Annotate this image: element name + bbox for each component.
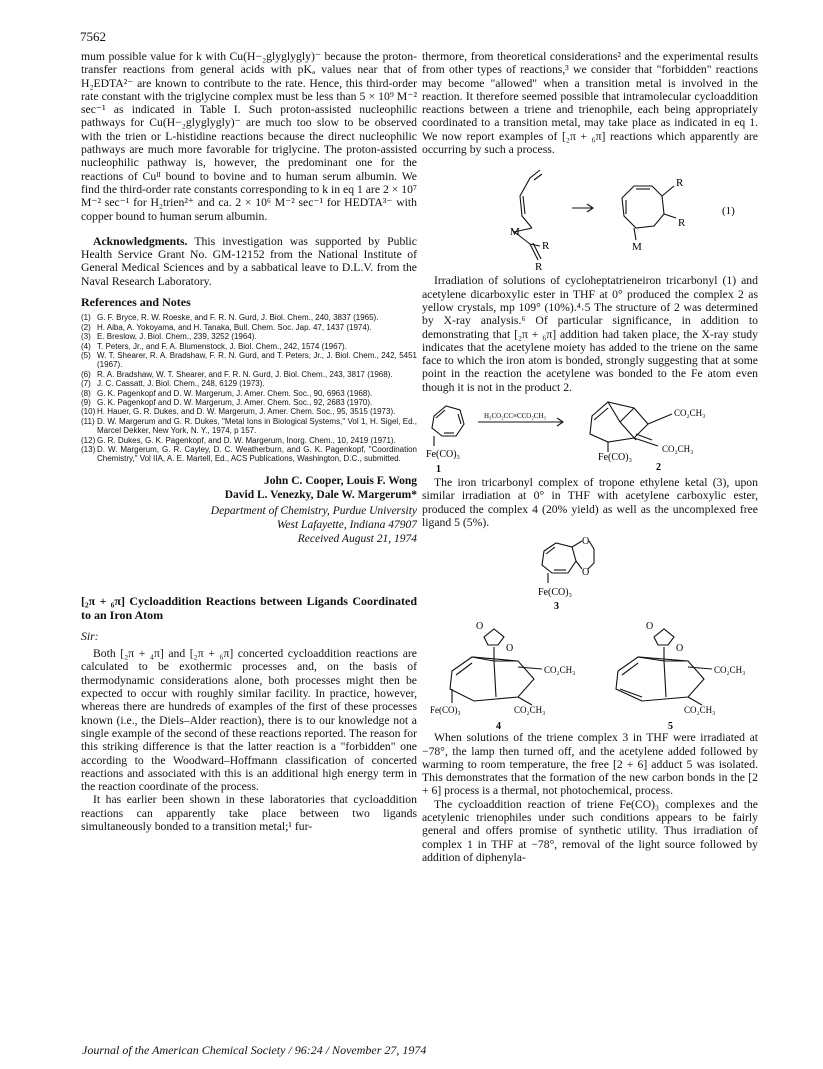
oxygen-label: O [676, 643, 684, 655]
reference-text: D. W. Margerum and G. R. Dukes, "Metal Ions in Biological Systems," Vol 1, H. Sigel, Ed., Marcel Dekker, New York, N. Y., 1974, p 157. [97, 416, 417, 436]
eq-label-r: R [678, 217, 686, 230]
paragraph: When solutions of the triene complex 3 in THF were irradiated at −78°, the lamp then turned off, and the acetylene added followed by warming to room temperature, the free [2 + 6] adduct 5 was isolated. This demonstrates that the formation of the new carbon bonds in the [2 + 6] process is a thermal, not photochemical, process. [422, 731, 758, 798]
oxygen-label: O [582, 567, 590, 579]
affiliation-line: Department of Chemistry, Purdue University [210, 504, 417, 517]
authors-line: John C. Cooper, Louis F. Wong [264, 474, 417, 487]
reference-text: H. Hauer, G. R. Dukes, and D. W. Margerum, J. Amer. Chem. Soc., 95, 3515 (1973). [97, 407, 396, 417]
reference-item [81, 445, 417, 464]
compound-number: 5 [668, 721, 673, 732]
reference-item [81, 398, 417, 407]
acknowledgments-label: Acknowledgments. [93, 234, 188, 248]
ester-label: CO₂CH₃ [514, 705, 546, 716]
reference-item [81, 370, 417, 379]
equation-1-scheme [422, 156, 758, 274]
acknowledgments-text: This investigation was supported by Public Health Service Grant No. GM-12152 from the National Institute of General Medical Sciences and by a sabbatical leave to D.L.V. from the Naval Research Laboratory. [81, 234, 417, 288]
ester-label: CO₂CH₃ [674, 408, 706, 419]
right-column [422, 50, 758, 864]
reference-text: G. R. Dukes, G. K. Pagenkopf, and D. W. Margerum, Inorg. Chem., 10, 2419 (1971). [97, 435, 396, 445]
reference-number: (10) [81, 407, 96, 417]
reference-item [81, 436, 417, 445]
reference-text: R. A. Bradshaw, W. T. Shearer, and F. R. N. Gurd, J. Biol. Chem., 243, 3817 (1968). [97, 369, 393, 379]
reference-item [81, 417, 417, 436]
authors-line: David L. Venezky, Dale W. Margerum* [224, 488, 417, 501]
oxygen-label: O [646, 621, 654, 633]
scheme-1 [422, 394, 758, 476]
reference-text: E. Breslow, J. Biol. Chem., 239, 3252 (1964). [97, 332, 257, 342]
oxygen-label: O [506, 643, 514, 655]
ester-label: CO₂CH₃ [684, 705, 716, 716]
scheme-2 [422, 529, 758, 609]
reference-number: (3) [81, 332, 91, 342]
fe-co3-label: Fe(CO)₃ [430, 705, 461, 716]
reference-number: (4) [81, 341, 91, 351]
reference-text: G. F. Bryce, R. W. Roeske, and F. R. N. Gurd, J. Biol. Chem., 240, 3837 (1965). [97, 313, 379, 323]
paragraph: The cycloaddition reaction of triene Fe(CO)₃ complexes and the acetylenic trienophiles under such conditions appears to be fairly general and offers promise of synthetic utility. Thus irradiation of complex 1 in THF at −78°, removal of the light source followed by addition of diphenyla- [422, 797, 758, 864]
scheme-2-drawing [422, 529, 758, 609]
journal-footer: Journal of the American Chemical Society / 96:24 / November 27, 1974 [82, 1043, 427, 1057]
paragraph: Both [₂π + ₄π] and [₂π + ₆π] concerted cycloaddition reactions are calculated to be exothermic processes and, on the basis of thermodynamic considerations alone, both processes might then be expected to occur with roughly similar facility. In practice, however, whereas there are hundreds of examples of the first of these processes known (i.e., the Diels–Alder reaction), there is to our knowledge not a single example of the second of these reactions reported. The reason for this striking difference is that the latter reaction is a "forbidden" one according to the Woodward–Hoffmann classification of concerted reactions and associated with this is an additional high energy term in the reaction coordinate of the process. [81, 647, 417, 794]
reference-number: (1) [81, 313, 91, 323]
compound-number: 3 [554, 601, 559, 610]
reference-item [81, 342, 417, 351]
fe-co3-label: Fe(CO)₃ [538, 587, 573, 599]
received-date: Received August 21, 1974 [297, 532, 417, 545]
reference-number: (9) [81, 398, 91, 407]
eq-label-r: R [542, 240, 550, 253]
eq-label-r: R [535, 261, 543, 274]
salutation: Sir: [81, 629, 99, 643]
ester-label: CO₂CH₃ [714, 665, 746, 676]
page-number: 7562 [80, 29, 106, 44]
affiliation [81, 504, 417, 546]
reference-item [81, 407, 417, 416]
equation-number: (1) [722, 205, 735, 218]
scheme-3 [422, 609, 758, 731]
reference-item [81, 313, 417, 322]
reference-number: (6) [81, 369, 91, 379]
reference-number: (2) [81, 322, 91, 332]
scheme-3-drawing [422, 609, 758, 731]
references-heading: References and Notes [81, 295, 191, 310]
eq-label-m: M [510, 226, 520, 239]
compound-number: 4 [496, 721, 501, 732]
article-title: [₂π + ₆π] Cycloaddition Reactions between Ligands Coordinated to an Iron Atom [81, 593, 417, 622]
paragraph: It has earlier been shown in these laboratories that cycloaddition reactions can apparently take place between two ligands simultaneously bonded to a transition metal;¹ fur- [81, 793, 417, 833]
paragraph: The iron tricarbonyl complex of tropone ethylene ketal (3), upon similar irradiation at 0° in THF with acetylene carboxylic ester, produced the complex 4 (20% yield) as well as the uncomplexed free ligand 5 (5%). [422, 476, 758, 529]
ester-label: CO₂CH₃ [662, 444, 694, 455]
oxygen-label: O [582, 536, 590, 548]
reagent-label: H₃CO₂CC≡CCO₂CH₃ [484, 412, 546, 421]
compound-number: 1 [436, 464, 441, 476]
reference-item [81, 389, 417, 398]
reference-item [81, 332, 417, 341]
eq-label-r: R [676, 177, 684, 190]
reference-text: H. Aiba, A. Yokoyama, and H. Tanaka, Bull. Chem. Soc. Jap. 47, 1437 (1974). [97, 322, 372, 332]
authors [81, 474, 417, 502]
reference-item [81, 351, 417, 370]
reference-text: J. C. Cassatt, J. Biol. Chem., 248, 6129 (1973). [97, 379, 265, 389]
reference-text: W. T. Shearer, R. A. Bradshaw, F. R. N. Gurd, and T. Peters, Jr., J. Biol. Chem., 242, 5451 (1967). [97, 350, 417, 370]
oxygen-label: O [476, 621, 484, 633]
reference-number: (12) [81, 435, 96, 445]
affiliation-line: West Lafayette, Indiana 47907 [276, 518, 417, 531]
reference-item [81, 379, 417, 388]
ester-label: CO₂CH₃ [544, 665, 576, 676]
reference-text: D. W. Margerum, G. R. Cayley, D. C. Weatherburn, and G. K. Pagenkopf, "Coordination Chemistry," Vol IIA, A. E. Martell, Ed., ACS Publications, Washington, D.C., submitted. [97, 445, 417, 464]
reference-number: (13) [81, 445, 96, 455]
paragraph: Irradiation of solutions of cycloheptatrieneiron tricarbonyl (1) and acetylene dicarboxylic ester in THF at 0° produced the complex 2 as yellow crystals, mp 109° (10%).⁴˒5 The structure of 2 was determined by X-ray analysis.⁶ Of particular significance, in addition to demonstrating that [₂π + ₆π] addition had taken place, the X-ray study indicates that the acetylene moiety has added to the triene on the same face to which the iron atom is bonded, strongly suggesting that at some point in the reaction the acetylene was bonded to the Fe atom even though it is not in the product 2. [422, 274, 758, 394]
reference-number: (5) [81, 350, 91, 360]
reference-number: (8) [81, 388, 91, 398]
left-column [81, 50, 417, 833]
reference-number: (11) [81, 416, 95, 426]
fe-co3-label: Fe(CO)₃ [598, 452, 633, 464]
reference-text: G. K. Pagenkopf and D. W. Margerum, J. Amer. Chem. Soc., 90, 6963 (1968). [97, 388, 373, 398]
equation-1 [422, 156, 758, 274]
scheme-1-drawing [422, 394, 758, 476]
paragraph: thermore, from theoretical considerations² and the experimental results from other types of reactions,³ we consider that "forbidden" reactions may become "allowed" when a transition metal is involved in the reaction. It therefore seemed possible that intramolecular cycloaddition reactions between a triene and trienophile, each being appropriately coordinated to a transition metal, may take place as indicated in eq 1. We now report examples of [₂π + ₆π] reactions which apparently are occurring by such a process. [422, 50, 758, 157]
acknowledgments [81, 235, 417, 288]
reference-number: (7) [81, 379, 91, 389]
reference-text: T. Peters, Jr., and F. A. Blumenstock, J. Biol. Chem., 242, 1574 (1967). [97, 341, 347, 351]
fe-co3-label: Fe(CO)₃ [426, 449, 461, 461]
compound-number: 2 [656, 462, 661, 474]
reference-item [81, 323, 417, 332]
references-list [81, 313, 417, 464]
paragraph: mum possible value for k with Cu(H−₂glyglygly)⁻ because the proton-transfer reactions from general acids with pKₐ values near that of H₂EDTA²⁻ are known to contribute to the rate. Hence, this third-order rate constant with the triglycine complex must be less than 5 × 10⁹ M⁻² sec⁻¹ as indicated in Table I. Such proton-assisted nucleophilic pathways for Cu(H−₂glyglygly)⁻ are much too slow to be observed with the trien or L-histidine reactions because the direct nucleophilic pathways are much more favorable for triglycine. The proton-assisted nucleophilic pathway is, however, the predominant one for the reactions of Cuᴵᴵ bound to bovine and to human serum albumin. We find the third-order rate constants corresponding to k in eq 1 are 2 × 10⁷ M⁻² sec⁻¹ for H₂trien²⁺ and ca. 2 × 10⁶ M⁻² sec⁻¹ for HEDTA³⁻ with copper bound to human serum albumin. [81, 50, 417, 223]
eq-label-m: M [632, 241, 642, 254]
reference-text: G. K. Pagenkopf and D. W. Margerum, J. Amer. Chem. Soc., 92, 2683 (1970). [97, 398, 373, 407]
